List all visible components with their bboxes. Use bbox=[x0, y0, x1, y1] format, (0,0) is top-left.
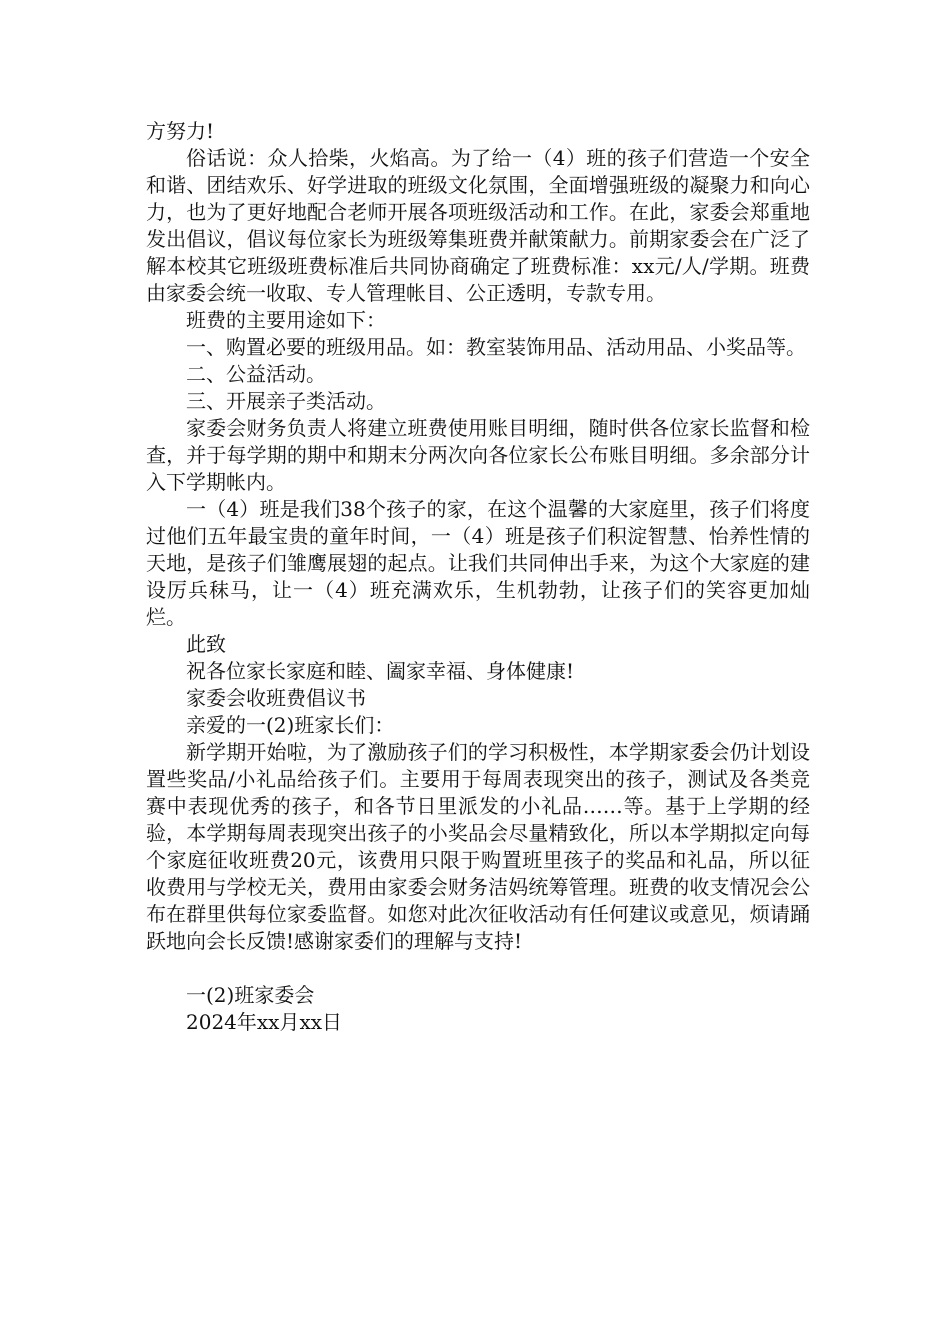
paragraph: 一（4）班是我们38个孩子的家，在这个温馨的大家庭里，孩子们将度过他们五年最宝贵的童年时间，一（4）班是孩子们积淀智慧、怡养性情的天地，是孩子们雏鹰展翅的起点。让我们共同伸出手来，为这个大家庭的建设厉兵秣马，让一（4）班充满欢乐，生机勃勃，让孩子们的笑容更加灿烂。 bbox=[146, 497, 810, 629]
paragraph: 方努力! bbox=[146, 119, 215, 143]
closing-wishes: 祝各位家长家庭和睦、阖家幸福、身体健康! bbox=[186, 659, 575, 683]
paragraph: 新学期开始啦，为了激励孩子们的学习积极性，本学期家委会仍计划设置些奖品/小礼品给孩子们。主要用于每周表现突出的孩子，测试及各类竞赛中表现优秀的孩子，和各节日里派发的小礼品……等。基于上学期的经验，本学期每周表现突出孩子的小奖品会尽量精致化，所以本学期拟定向每个家庭征收班费20元，该费用只限于购置班里孩子的奖品和礼品，所以征收费用与学校无关，费用由家委会财务洁妈统筹管理。班费的收支情况会公布在群里供每位家委监督。如您对此次征收活动有任何建议或意见，烦请踊跃地向会长反馈!感谢家委们的理解与支持! bbox=[146, 740, 810, 953]
section-title: 家委会收班费倡议书 bbox=[186, 686, 366, 710]
document-body bbox=[146, 118, 810, 1036]
paragraph: 二、公益活动。 bbox=[186, 362, 326, 386]
signature-org: 一(2)班家委会 bbox=[186, 983, 315, 1007]
paragraph: 家委会财务负责人将建立班费使用账目明细，随时供各位家长监督和检查，并于每学期的期中和期末分两次向各位家长公布账目明细。多余部分计入下学期帐内。 bbox=[146, 416, 810, 494]
paragraph: 一、购置必要的班级用品。如：教室装饰用品、活动用品、小奖品等。 bbox=[186, 335, 806, 359]
paragraph: 俗话说：众人拾柴，火焰高。为了给一（4）班的孩子们营造一个安全和谐、团结欢乐、好学进取的班级文化氛围，全面增强班级的凝聚力和向心力，也为了更好地配合老师开展各项班级活动和工作。在此，家委会郑重地发出倡议，倡议每位家长为班级筹集班费并献策献力。前期家委会在广泛了解本校其它班级班费标准后共同协商确定了班费标准：xx元/人/学期。班费由家委会统一收取、专人管理帐目、公正透明，专款专用。 bbox=[146, 146, 810, 305]
paragraph: 班费的主要用途如下： bbox=[186, 308, 386, 332]
paragraph: 三、开展亲子类活动。 bbox=[186, 389, 386, 413]
closing-line: 此致 bbox=[186, 632, 226, 656]
signature-date: 2024年xx月xx日 bbox=[186, 1010, 343, 1034]
blank-line bbox=[146, 955, 810, 982]
salutation: 亲爱的一(2)班家长们： bbox=[186, 713, 395, 737]
